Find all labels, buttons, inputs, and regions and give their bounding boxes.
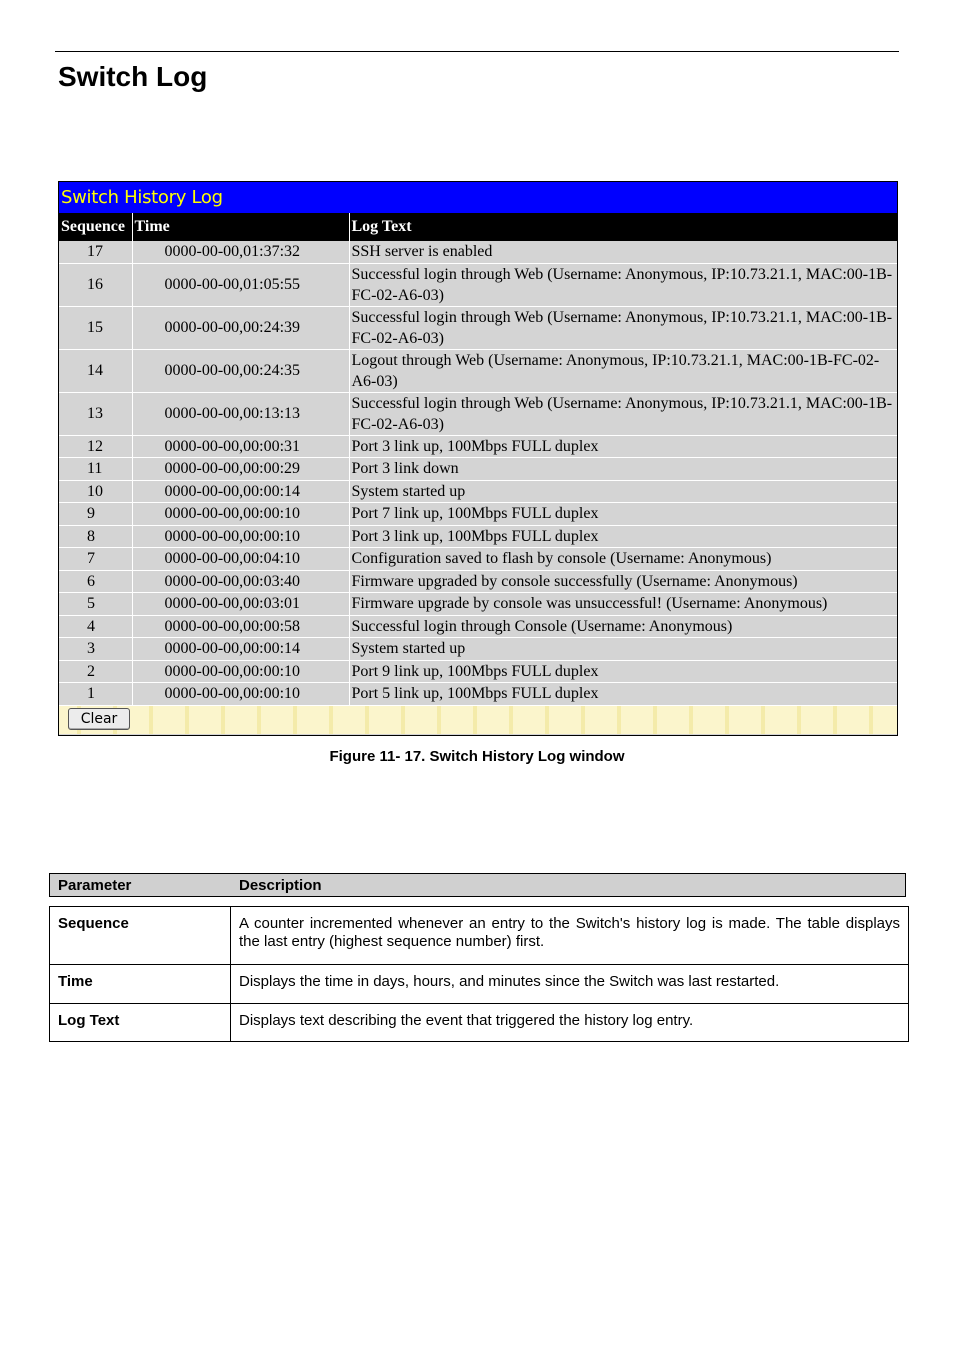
table-row <box>59 660 897 683</box>
time-cell: 0000-00-00,00:00:31 <box>132 435 349 458</box>
sequence-cell: 17 <box>59 241 132 263</box>
time-cell: 0000-00-00,00:00:29 <box>132 458 349 481</box>
log-text-cell: Port 5 link up, 100Mbps FULL duplex <box>349 683 897 706</box>
time-cell: 0000-00-00,00:00:14 <box>132 480 349 503</box>
table-row <box>59 458 897 481</box>
column-header-sequence: Sequence <box>59 213 132 241</box>
log-text-cell: Successful login through Console (Username: Anonymous) <box>349 615 897 638</box>
log-text-cell: System started up <box>349 638 897 661</box>
history-log-table <box>59 213 897 706</box>
sequence-cell: 4 <box>59 615 132 638</box>
column-header-log-text: Log Text <box>349 213 897 241</box>
switch-history-log-window <box>58 181 898 736</box>
table-row <box>59 638 897 661</box>
log-text-cell: Successful login through Web (Username: Anonymous, IP:10.73.21.1, MAC:00-1B-FC-02-A6-03) <box>349 306 897 349</box>
time-cell: 0000-00-00,00:04:10 <box>132 548 349 571</box>
log-text-cell: Port 9 link up, 100Mbps FULL duplex <box>349 660 897 683</box>
log-text-cell: Port 7 link up, 100Mbps FULL duplex <box>349 503 897 526</box>
column-header-time: Time <box>132 213 349 241</box>
sequence-cell: 13 <box>59 392 132 435</box>
sequence-cell: 9 <box>59 503 132 526</box>
table-row <box>59 241 897 263</box>
table-row <box>59 615 897 638</box>
sequence-cell: 16 <box>59 263 132 306</box>
time-cell: 0000-00-00,00:03:01 <box>132 593 349 616</box>
top-rule <box>55 51 899 52</box>
parameter-description: Displays the time in days, hours, and minutes since the Switch was last restarted. <box>231 965 909 1004</box>
page-title: Switch Log <box>58 61 208 92</box>
figure-caption: Figure 11- 17. Switch History Log window <box>329 748 625 765</box>
clear-button[interactable]: Clear <box>68 708 130 730</box>
table-row <box>50 965 909 1004</box>
log-text-cell: Firmware upgraded by console successfully (Username: Anonymous) <box>349 570 897 593</box>
time-cell: 0000-00-00,00:00:14 <box>132 638 349 661</box>
time-cell: 0000-00-00,00:24:39 <box>132 306 349 349</box>
log-text-cell: Successful login through Web (Username: Anonymous, IP:10.73.21.1, MAC:00-1B-FC-02-A6-03) <box>349 392 897 435</box>
sequence-cell: 1 <box>59 683 132 706</box>
time-cell: 0000-00-00,00:00:10 <box>132 660 349 683</box>
log-text-cell: Successful login through Web (Username: Anonymous, IP:10.73.21.1, MAC:00-1B-FC-02-A6-03) <box>349 263 897 306</box>
table-row <box>59 503 897 526</box>
log-text-cell: Firmware upgrade by console was unsuccessful! (Username: Anonymous) <box>349 593 897 616</box>
table-row <box>59 435 897 458</box>
log-text-cell: SSH server is enabled <box>349 241 897 263</box>
log-text-cell: Logout through Web (Username: Anonymous, IP:10.73.21.1, MAC:00-1B-FC-02-A6-03) <box>349 349 897 392</box>
log-text-cell: Port 3 link up, 100Mbps FULL duplex <box>349 435 897 458</box>
sequence-cell: 8 <box>59 525 132 548</box>
table-row <box>59 683 897 706</box>
parameter-name: Sequence <box>50 907 231 965</box>
time-cell: 0000-00-00,00:24:35 <box>132 349 349 392</box>
time-cell: 0000-00-00,01:37:32 <box>132 241 349 263</box>
table-row <box>50 907 909 965</box>
parameter-table <box>49 906 909 1042</box>
time-cell: 0000-00-00,01:05:55 <box>132 263 349 306</box>
table-header-row <box>59 213 897 241</box>
header-description: Description <box>239 877 322 894</box>
time-cell: 0000-00-00,00:00:58 <box>132 615 349 638</box>
header-parameter: Parameter <box>58 877 132 894</box>
table-row <box>59 392 897 435</box>
sequence-cell: 6 <box>59 570 132 593</box>
time-cell: 0000-00-00,00:03:40 <box>132 570 349 593</box>
table-row <box>50 1004 909 1042</box>
table-row <box>59 306 897 349</box>
sequence-cell: 14 <box>59 349 132 392</box>
window-footer <box>59 706 897 734</box>
log-text-cell: Port 3 link up, 100Mbps FULL duplex <box>349 525 897 548</box>
log-text-cell: Configuration saved to flash by console (Username: Anonymous) <box>349 548 897 571</box>
parameter-description: Displays text describing the event that triggered the history log entry. <box>231 1004 909 1042</box>
time-cell: 0000-00-00,00:00:10 <box>132 503 349 526</box>
table-row <box>59 480 897 503</box>
table-row <box>59 548 897 571</box>
table-row <box>59 263 897 306</box>
parameter-table-header <box>49 873 906 897</box>
sequence-cell: 15 <box>59 306 132 349</box>
time-cell: 0000-00-00,00:13:13 <box>132 392 349 435</box>
table-row <box>59 570 897 593</box>
time-cell: 0000-00-00,00:00:10 <box>132 525 349 548</box>
sequence-cell: 7 <box>59 548 132 571</box>
log-text-cell: System started up <box>349 480 897 503</box>
sequence-cell: 2 <box>59 660 132 683</box>
sequence-cell: 5 <box>59 593 132 616</box>
parameter-description: A counter incremented whenever an entry to the Switch's history log is made. The table displays the last entry (highest sequence number) first. <box>231 907 909 965</box>
sequence-cell: 12 <box>59 435 132 458</box>
table-row <box>59 593 897 616</box>
time-cell: 0000-00-00,00:00:10 <box>132 683 349 706</box>
sequence-cell: 11 <box>59 458 132 481</box>
sequence-cell: 3 <box>59 638 132 661</box>
parameter-name: Time <box>50 965 231 1004</box>
window-header: Switch History Log <box>59 182 897 213</box>
parameter-name: Log Text <box>50 1004 231 1042</box>
log-text-cell: Port 3 link down <box>349 458 897 481</box>
table-row <box>59 525 897 548</box>
sequence-cell: 10 <box>59 480 132 503</box>
table-row <box>59 349 897 392</box>
